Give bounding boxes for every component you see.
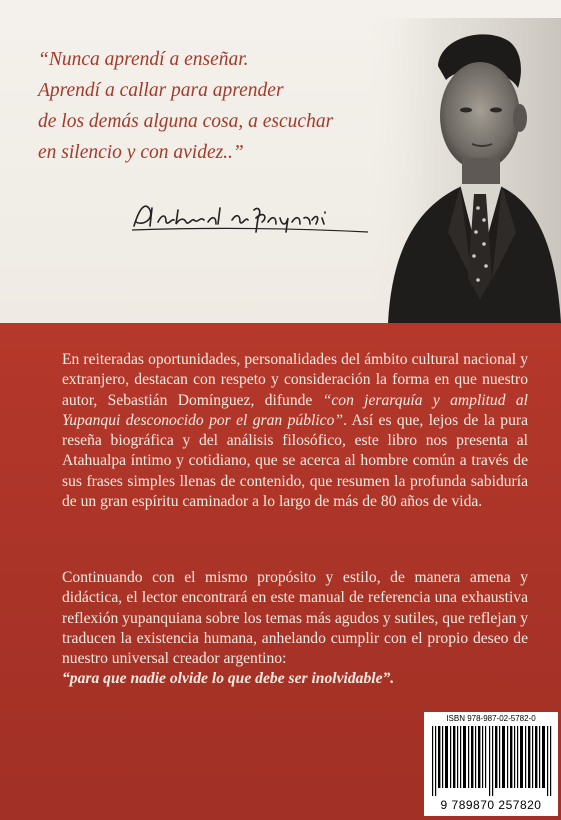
blurb-quote: “con jerarquía y amplitud al Yupanqui desconocido por el gran público” <box>62 391 528 429</box>
blurb-paragraph-1 <box>62 350 528 512</box>
blurb-paragraph-2 <box>62 568 528 690</box>
quote-line: Aprendí a callar para aprender <box>38 80 284 101</box>
portrait-photo <box>368 18 561 323</box>
quote-line: “Nunca aprendí a enseñar. <box>38 49 249 70</box>
blurb-text: En reiteradas oportunidades, personalidades del ámbito cultural nacional y extranjero, destacan con respeto y consideración la forma en que nuestro autor, Sebastián Domínguez, difunde <box>62 351 528 409</box>
barcode-digits: 9 789870 257820 <box>440 798 542 812</box>
quote-line: en silencio y con avidez..” <box>38 142 244 163</box>
isbn-label: ISBN 978-987-02-5782-0 <box>446 714 536 723</box>
quote-line: de los demás alguna cosa, a escuchar <box>38 111 334 132</box>
isbn-barcode <box>424 712 558 816</box>
closing-quote: “para que nadie olvide lo que debe ser inolvidable”. <box>62 670 395 688</box>
barcode-bars <box>430 726 554 796</box>
blurb-text: . Así es que, lejos de la pura reseña biográfica y del análisis filosófico, este libro nos presenta al Atahualpa íntimo y cotidiano, que se acerca al hombre común a través de sus frases simples llenas de contenido, que resumen la profunda sabiduría de un gran espíritu caminador a lo largo de más de 80 años de vida. <box>62 411 528 511</box>
signature <box>128 196 373 236</box>
blurb-text: Continuando con el mismo propósito y estilo, de manera amena y didáctica, el lector encontrará en este manual de referencia una exhaustiva reflexión yupanquiana sobre los temas más agudos y sutiles, que reflejan y traducen la existencia humana, anhelando cumplir con el propio deseo de nuestro universal creador argentino: <box>62 569 528 668</box>
quote-block <box>38 44 398 168</box>
